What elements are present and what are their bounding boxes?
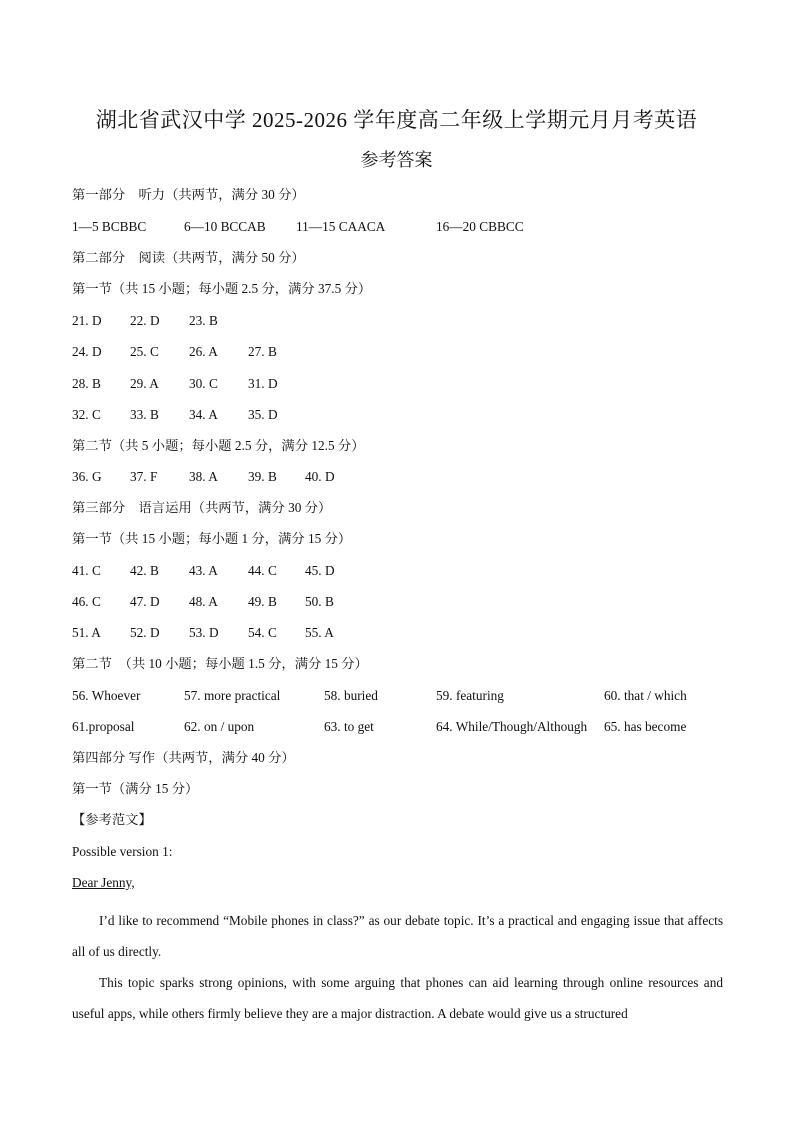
answer-item: 21. D [72, 313, 102, 328]
answer-item: 58. buried [324, 688, 378, 703]
answer-item: 27. B [248, 344, 277, 359]
answer-item: 26. A [189, 344, 218, 359]
answer-group: 1—5 BCBBC [72, 219, 147, 234]
answer-item: 36. G [72, 469, 102, 484]
answer-item: 50. B [305, 594, 334, 609]
answer-item: 41. C [72, 563, 101, 578]
answer-item: 49. B [248, 594, 277, 609]
answer-item: 29. A [130, 376, 159, 391]
part3-section1-heading: 第一节（共 15 小题；每小题 1 分，满分 15 分） [72, 531, 352, 546]
answer-item: 65. has become [604, 719, 687, 734]
answer-item: 34. A [189, 407, 218, 422]
part1-heading: 第一部分 听力（共两节，满分 30 分） [72, 187, 305, 202]
part2-heading: 第二部分 阅读（共两节，满分 50 分） [72, 250, 305, 265]
sample-essay-label: 【参考范文】 [72, 812, 152, 827]
answer-item: 44. C [248, 563, 277, 578]
answer-item: 37. F [130, 469, 158, 484]
answer-item: 23. B [189, 313, 218, 328]
answer-item: 32. C [72, 407, 101, 422]
answer-item: 40. D [305, 469, 335, 484]
answer-item: 39. B [248, 469, 277, 484]
answer-item: 25. C [130, 344, 159, 359]
part3-section2-heading: 第二节 （共 10 小题；每小题 1.5 分，满分 15 分） [72, 656, 368, 671]
answer-item: 28. B [72, 376, 101, 391]
version-label: Possible version 1: [72, 844, 173, 859]
part3-heading: 第三部分 语言运用（共两节，满分 30 分） [72, 500, 332, 515]
letter-salutation: Dear Jenny, [72, 875, 135, 890]
answer-item: 38. A [189, 469, 218, 484]
document-title: 湖北省武汉中学 2025-2026 学年度高二年级上学期元月月考英语 [95, 108, 698, 132]
answer-item: 42. B [130, 563, 159, 578]
answer-item: 43. A [189, 563, 218, 578]
answer-item: 56. Whoever [72, 688, 141, 703]
answer-item: 61.proposal [72, 719, 135, 734]
part2-section1-heading: 第一节（共 15 小题；每小题 2.5 分，满分 37.5 分） [72, 281, 372, 296]
answer-item: 52. D [130, 625, 160, 640]
part2-section2-heading: 第二节（共 5 小题；每小题 2.5 分，满分 12.5 分） [72, 438, 365, 453]
answer-item: 54. C [248, 625, 277, 640]
document-subtitle: 参考答案 [360, 150, 433, 170]
answer-item: 57. more practical [184, 688, 281, 703]
answer-item: 64. While/Though/Although [436, 719, 588, 734]
answer-item: 60. that / which [604, 688, 687, 703]
answer-item: 59. featuring [436, 688, 504, 703]
answer-item: 45. D [305, 563, 335, 578]
answer-item: 30. C [189, 376, 218, 391]
answer-item: 53. D [189, 625, 219, 640]
essay-paragraph: This topic sparks strong opinions, with some arguing that phones can aid learning through online resources and useful apps, while others firmly believe they are a major distraction. A debate would give us a structured [72, 975, 723, 1021]
answer-item: 24. D [72, 344, 102, 359]
answer-item: 63. to get [324, 719, 374, 734]
answer-group: 6—10 BCCAB [184, 219, 266, 234]
answer-item: 22. D [130, 313, 160, 328]
part4-heading: 第四部分 写作（共两节，满分 40 分） [72, 750, 295, 765]
answer-group: 16—20 CBBCC [436, 219, 524, 234]
answer-item: 47. D [130, 594, 160, 609]
answer-item: 55. A [305, 625, 334, 640]
answer-item: 33. B [130, 407, 159, 422]
essay-paragraph: I’d like to recommend “Mobile phones in class?” as our debate topic. It’s a practical and engaging issue that affects all of us directly. [72, 913, 723, 959]
answer-item: 62. on / upon [184, 719, 255, 734]
part4-section1-heading: 第一节（满分 15 分） [72, 781, 199, 796]
answer-item: 35. D [248, 407, 278, 422]
answer-item: 31. D [248, 376, 278, 391]
answer-group: 11—15 CAACA [296, 219, 386, 234]
answer-item: 46. C [72, 594, 101, 609]
answer-item: 51. A [72, 625, 101, 640]
answer-item: 48. A [189, 594, 218, 609]
